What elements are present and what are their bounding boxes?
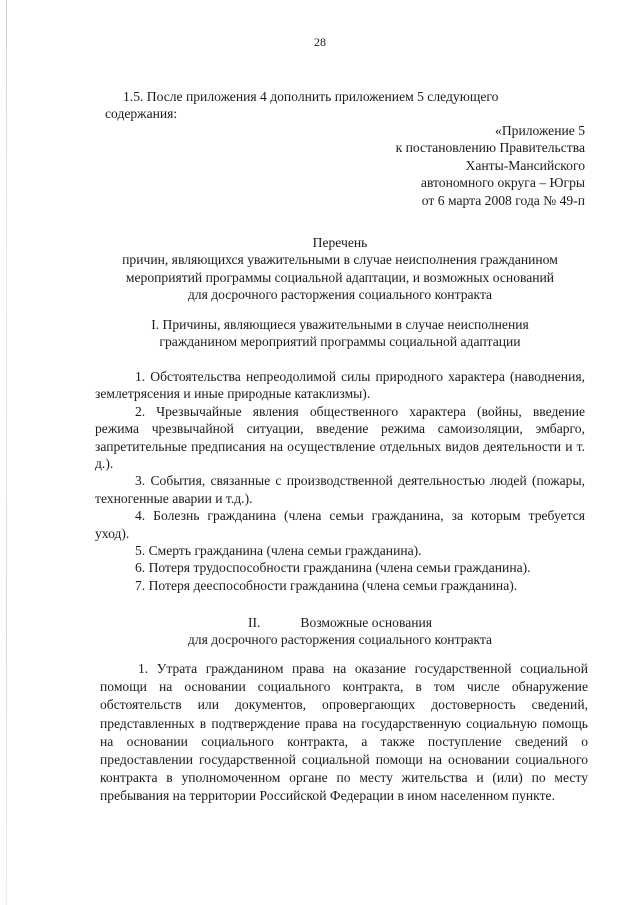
document-title (80, 234, 600, 304)
list-item: 3. События, связанные с производственной деятельностью людей (пожары, техногенные аварии и т.д.). (95, 473, 585, 506)
list-item: 1. Обстоятельства непреодолимой силы природного характера (наводнения, землетрясения и иные природные катаклизмы). (95, 369, 585, 402)
appendix-header (396, 122, 585, 209)
list-item: 4. Болезнь гражданина (члена семьи гражданина, за которым требуется уход). (95, 508, 585, 541)
list-item: 2. Чрезвычайные явления общественного характера (войны, введение режима чрезвычайной ситуации, введение режима самоизоляции, эмбарго, запретительные предписания на осуществление отдельных видов деятельности и т. д.). (95, 403, 585, 472)
list-item: 5. Смерть гражданина (члена семьи гражданина). (135, 543, 422, 559)
title-line: причин, являющихся уважительными в случае неисполнения гражданином (122, 252, 558, 268)
section-heading-line: для досрочного расторжения социального контракта (187, 632, 493, 648)
section-1-list (95, 368, 585, 594)
appendix-line: от 6 марта 2008 года № 49-п (421, 192, 585, 208)
section-2-list (100, 660, 588, 806)
section-heading-line: гражданином мероприятий программы социальной адаптации (159, 334, 521, 350)
list-item: 1. Утрата гражданином права на оказание государственной социальной помощи на основании социального контракта, в том числе обнаружение обстоятельств или документов, опровергающих достоверность сведений, представленных в подтверждение права на государственную социальную помощь на основании социального контракта, а также поступление сведений о предоставлении государственной социальной помощи на основании социального контракта в уполномоченном органе по месту жительства и (или) по месту пребывания на территории Российской Федерации в ином населенном пункте. (100, 661, 588, 804)
list-item: 7. Потеря дееспособности гражданина (члена семьи гражданина). (135, 577, 518, 593)
page-number: 28 (314, 35, 326, 49)
appendix-line: «Приложение 5 (495, 123, 585, 138)
title-line: для досрочного расторжения социального контракта (187, 287, 493, 303)
section-number: II. (247, 615, 261, 630)
section-heading-line: Возможные основания (300, 615, 433, 630)
scan-edge-line (6, 0, 7, 905)
intro-paragraph (105, 88, 583, 123)
intro-line: содержания: (105, 106, 178, 122)
section-1-heading (80, 316, 600, 351)
section-2-heading (80, 614, 600, 649)
intro-line: 1.5. После приложения 4 дополнить приложением 5 следующего (123, 89, 499, 104)
section-heading-line: I. Причины, являющиеся уважительными в случае неисполнения (151, 317, 529, 332)
list-item: 6. Потеря трудоспособности гражданина (члена семьи гражданина). (135, 560, 531, 576)
title-heading: Перечень (312, 235, 368, 250)
appendix-line: автономного округа – Югры (420, 175, 585, 191)
title-line: мероприятий программы социальной адаптации, и возможных оснований (125, 269, 555, 285)
appendix-line: к постановлению Правительства (395, 140, 585, 156)
appendix-line: Ханты-Мансийского (465, 157, 585, 173)
